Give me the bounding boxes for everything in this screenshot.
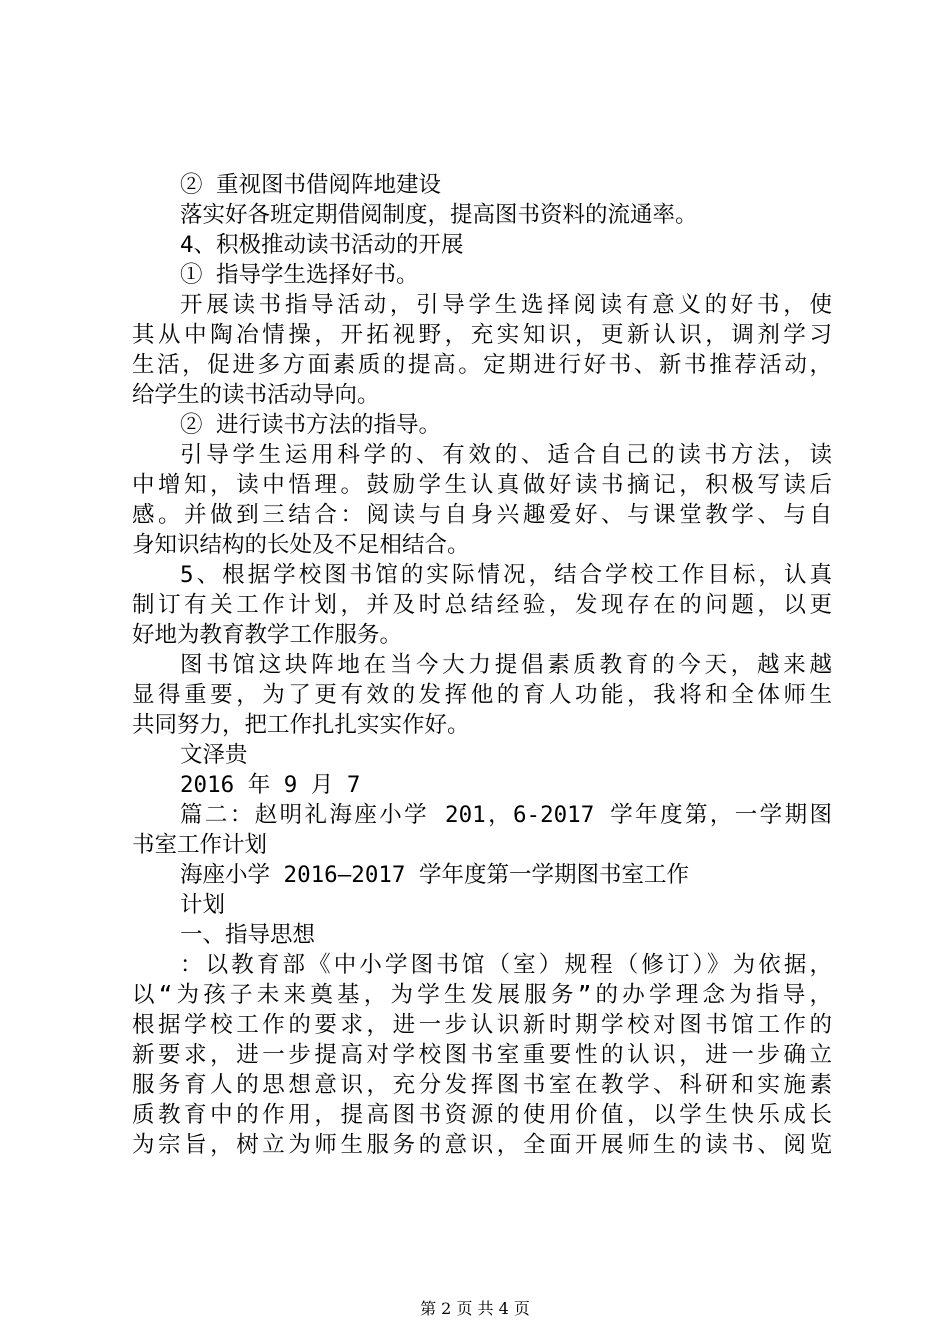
- text-line: ② 进行读书方法的指导。: [180, 412, 442, 438]
- text-line: 2016 年 9 月 7: [180, 772, 361, 798]
- text-line: 共同努力，把工作扎扎实实作好。: [132, 712, 470, 738]
- text-line: 生活，促进多方面素质的提高。定期进行好书、新书推荐活动，: [132, 352, 832, 378]
- text-line: 给学生的读书活动导向。: [132, 382, 380, 408]
- text-line: 身知识结构的长处及不足相结合。: [132, 532, 470, 558]
- document-body: [132, 170, 832, 1160]
- text-line: 计划: [180, 892, 226, 918]
- text-line: 以“为孩子未来奠基，为学生发展服务”的办学理念为指导，: [132, 982, 832, 1008]
- text-line: 根据学校工作的要求，进一步认识新时期学校对图书馆工作的: [132, 1012, 832, 1038]
- text-line: 一、指导思想: [180, 922, 316, 948]
- text-line: 5、根据学校图书馆的实际情况，结合学校工作目标，认真: [180, 562, 832, 588]
- text-line: 篇二：赵明礼海座小学 201，6-2017 学年度第，一学期图: [180, 802, 832, 828]
- text-line: ② 重视图书借阅阵地建设: [180, 172, 442, 198]
- text-line: 感。并做到三结合：阅读与自身兴趣爱好、与课堂教学、与自: [132, 502, 832, 528]
- text-line: 引导学生运用科学的、有效的、适合自己的读书方法，读: [180, 442, 832, 468]
- text-line: ① 指导学生选择好书。: [180, 262, 419, 288]
- text-line: ：以教育部《中小学图书馆（室）规程（修订）》为依据，: [180, 952, 832, 978]
- text-line: 新要求，进一步提高对学校图书室重要性的认识，进一步确立: [132, 1042, 832, 1068]
- text-line: 图书馆这块阵地在当今大力提倡素质教育的今天，越来越: [180, 652, 832, 678]
- page-footer: 第 2 页 共 4 页: [420, 1299, 530, 1318]
- text-line: 为宗旨，树立为师生服务的意识，全面开展师生的读书、阅览: [132, 1132, 832, 1158]
- text-line: 质教育中的作用，提高图书资源的使用价值，以学生快乐成长: [132, 1102, 832, 1128]
- text-line: 书室工作计划: [132, 832, 268, 858]
- text-line: 好地为教育教学工作服务。: [132, 622, 403, 648]
- text-line: 开展读书指导活动，引导学生选择阅读有意义的好书，使: [180, 292, 832, 318]
- text-line: 落实好各班定期借阅制度，提高图书资料的流通率。: [180, 202, 698, 228]
- text-line: 其从中陶冶情操，开拓视野，充实知识，更新认识，调剂学习: [132, 322, 832, 348]
- text-line: 4、积极推动读书活动的开展: [180, 232, 464, 258]
- text-line: 海座小学 2016—2017 学年度第一学期图书室工作: [180, 862, 690, 888]
- text-line: 中增知，读中悟理。鼓励学生认真做好读书摘记，积极写读后: [132, 472, 832, 498]
- text-line: 文泽贵: [180, 742, 248, 768]
- text-line: 制订有关工作计划，并及时总结经验，发现存在的问题，以更: [132, 592, 832, 618]
- text-line: 显得重要，为了更有效的发挥他的育人功能，我将和全体师生: [132, 682, 832, 708]
- text-line: 服务育人的思想意识，充分发挥图书室在教学、科研和实施素: [132, 1072, 832, 1098]
